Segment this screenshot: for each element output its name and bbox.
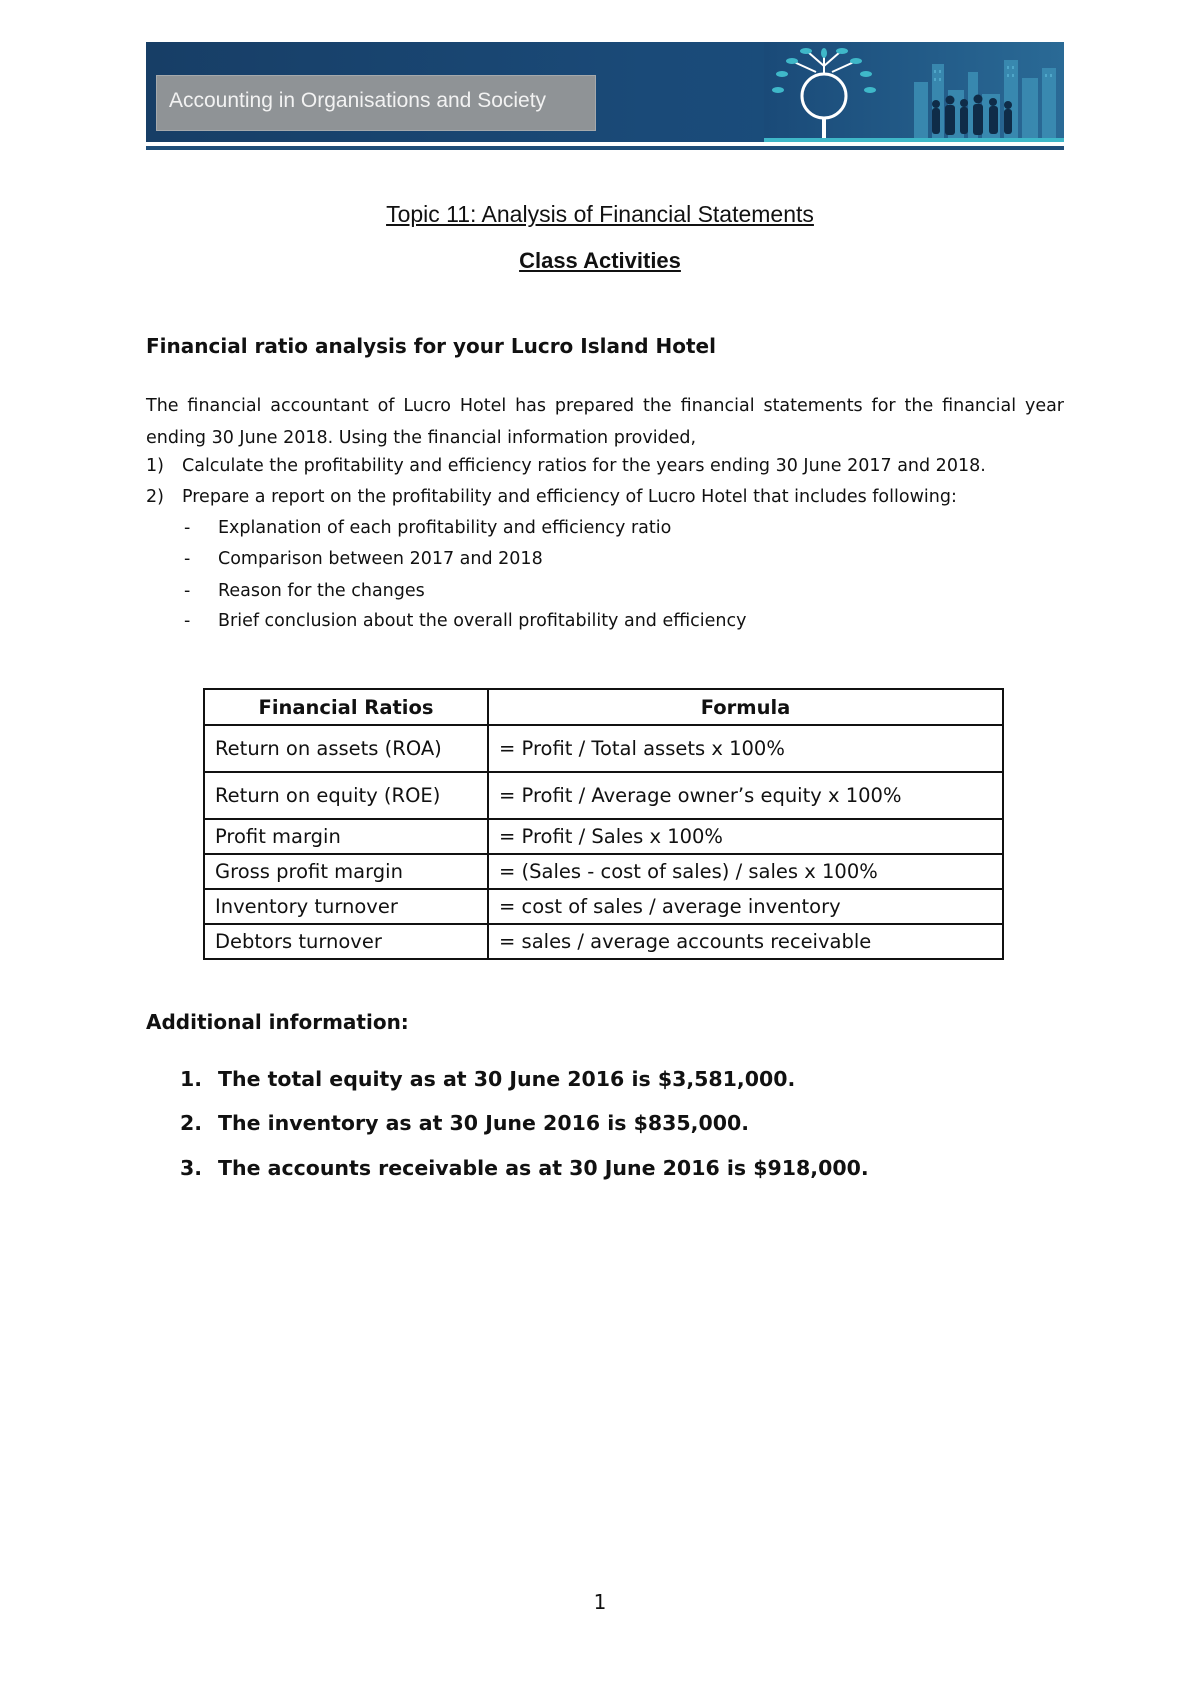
additional-info-item <box>180 1067 795 1091</box>
task-item <box>146 451 986 481</box>
page-number: 1 <box>593 1590 607 1614</box>
header-underline <box>146 146 1064 150</box>
header-banner <box>146 42 1064 142</box>
column-header-formula: Formula <box>488 689 1003 725</box>
item-number: 1. <box>180 1067 203 1091</box>
ratio-name-cell: Return on equity (ROE) <box>204 772 488 819</box>
report-point <box>184 513 671 543</box>
report-point <box>184 544 543 574</box>
ratio-name-cell: Return on assets (ROA) <box>204 725 488 772</box>
ratio-name-cell: Profit margin <box>204 819 488 854</box>
item-text: The accounts receivable as at 30 June 2016 is $918,000. <box>218 1156 869 1180</box>
task-item <box>146 482 957 512</box>
report-point-text: Explanation of each profitability and efficiency ratio <box>218 518 672 538</box>
formula-cell: = (Sales - cost of sales) / sales x 100% <box>488 854 1003 889</box>
table-row <box>204 819 1003 854</box>
class-activities-subtitle: Class Activities <box>519 248 681 273</box>
additional-info-heading: Additional information: <box>146 1010 409 1034</box>
bullet-dash: - <box>184 518 191 538</box>
formula-cell: = Profit / Total assets x 100% <box>488 725 1003 772</box>
report-point <box>184 606 746 636</box>
banner-title-box <box>156 75 596 131</box>
formula-cell: = cost of sales / average inventory <box>488 889 1003 924</box>
formula-cell: = sales / average accounts receivable <box>488 924 1003 959</box>
financial-ratios-table <box>203 688 1004 960</box>
report-point <box>184 576 425 606</box>
additional-info-item <box>180 1156 869 1180</box>
report-point-text: Comparison between 2017 and 2018 <box>218 549 543 569</box>
banner-title: Accounting in Organisations and Society <box>169 89 547 112</box>
report-point-text: Brief conclusion about the overall profitability and efficiency <box>218 611 747 631</box>
ratio-name-cell: Debtors turnover <box>204 924 488 959</box>
item-number: 2. <box>180 1111 203 1135</box>
table-header-row <box>204 689 1003 725</box>
table-row <box>204 854 1003 889</box>
item-text: The total equity as at 30 June 2016 is $3,581,000. <box>218 1067 796 1091</box>
table-row <box>204 924 1003 959</box>
bullet-dash: - <box>184 581 191 601</box>
topic-title: Topic 11: Analysis of Financial Statements <box>386 201 814 227</box>
formula-cell: = Profit / Average owner’s equity x 100% <box>488 772 1003 819</box>
task-text: Prepare a report on the profitability and efficiency of Lucro Hotel that includes following: <box>182 487 957 507</box>
item-text: The inventory as at 30 June 2016 is $835,000. <box>218 1111 750 1135</box>
table-row <box>204 725 1003 772</box>
table-row <box>204 889 1003 924</box>
banner-artwork <box>764 42 1064 142</box>
column-header-ratio: Financial Ratios <box>204 689 488 725</box>
task-text: Calculate the profitability and efficiency ratios for the years ending 30 June 2017 and 2018. <box>182 456 986 476</box>
additional-info-item <box>180 1111 749 1135</box>
task-number: 1) <box>146 456 164 476</box>
task-number: 2) <box>146 487 164 507</box>
ratio-name-cell: Inventory turnover <box>204 889 488 924</box>
bullet-dash: - <box>184 549 191 569</box>
intro-paragraph: The financial accountant of Lucro Hotel has prepared the financial statements for the financial year ending 30 June 2018. Using the financial information provided, <box>146 396 1064 448</box>
table-row <box>204 772 1003 819</box>
item-number: 3. <box>180 1156 203 1180</box>
formula-cell: = Profit / Sales x 100% <box>488 819 1003 854</box>
report-point-text: Reason for the changes <box>218 581 425 601</box>
bullet-dash: - <box>184 611 191 631</box>
section-heading: Financial ratio analysis for your Lucro Island Hotel <box>146 334 716 358</box>
ratio-name-cell: Gross profit margin <box>204 854 488 889</box>
